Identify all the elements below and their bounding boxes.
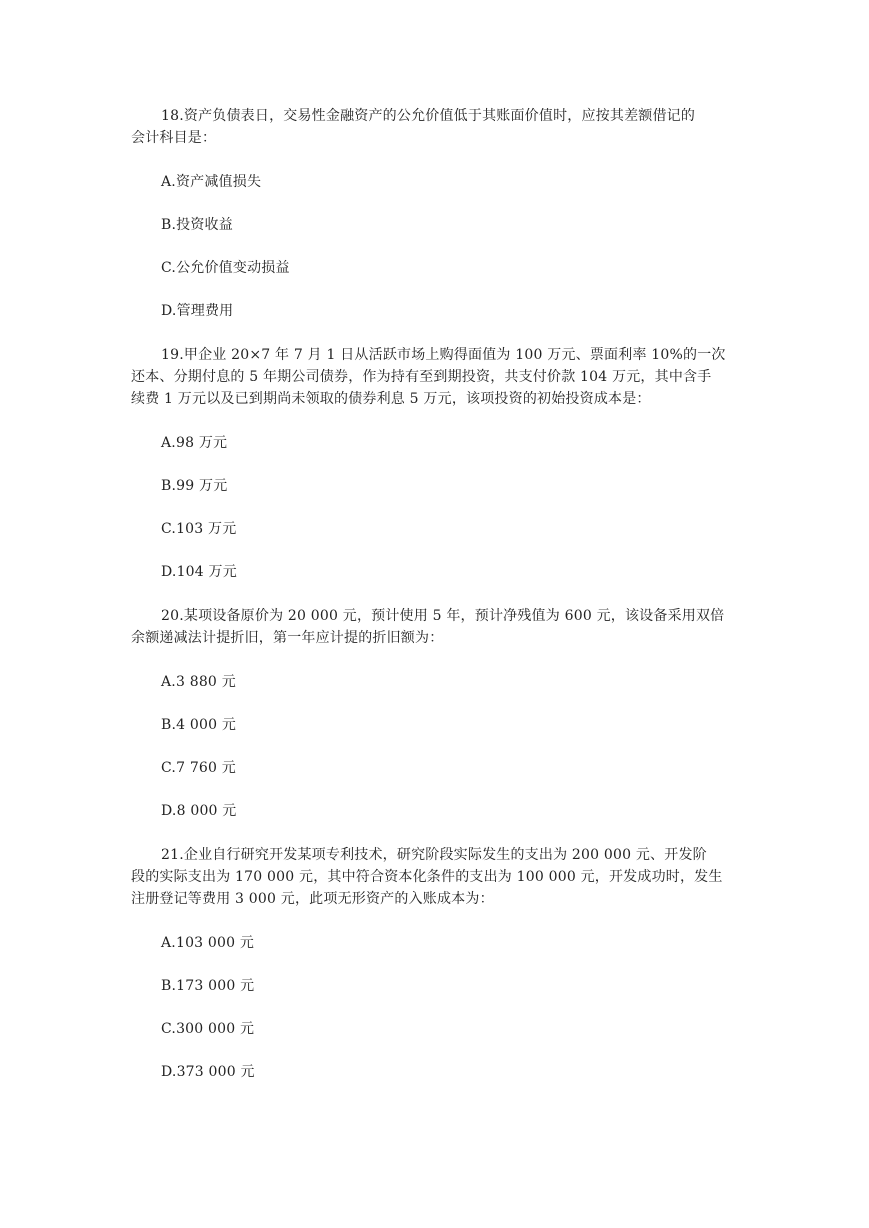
question-18-option-d: D.管理费用 — [161, 303, 234, 319]
question-21-option-c: C.300 000 元 — [161, 1021, 255, 1037]
question-19-text-line-1: 19.甲企业 20×7 年 7 月 1 日从活跃市场上购得面值为 100 万元、票面利率 10%的一次 — [161, 347, 726, 363]
question-18-option-a: A.资产减值损失 — [161, 174, 262, 190]
question-19-option-b: B.99 万元 — [161, 478, 228, 494]
question-18-text-line-1: 18.资产负债表日，交易性金融资产的公允价值低于其账面价值时，应按其差额借记的 — [161, 108, 696, 124]
question-20-text-line-2: 余额递减法计提折旧，第一年应计提的折旧额为： — [131, 630, 444, 646]
question-18-option-c: C.公允价值变动损益 — [161, 260, 290, 276]
question-19-text-line-3: 续费 1 万元以及已到期尚未领取的债券利息 5 万元，该项投资的初始投资成本是： — [131, 391, 651, 407]
question-18-option-b: B.投资收益 — [161, 217, 233, 233]
question-21-option-b: B.173 000 元 — [161, 978, 255, 994]
question-20-option-d: D.8 000 元 — [161, 803, 237, 819]
question-18-text-line-2: 会计科目是： — [131, 130, 217, 146]
question-21-text-line-1: 21.企业自行研究开发某项专利技术，研究阶段实际发生的支出为 200 000 元、开发阶 — [161, 847, 707, 863]
question-20-text-line-1: 20.某项设备原价为 20 000 元，预计使用 5 年，预计净残值为 600 元，该设备采用双倍 — [161, 608, 725, 624]
question-21-text-line-3: 注册登记等费用 3 000 元，此项无形资产的入账成本为： — [131, 891, 494, 907]
question-19-option-d: D.104 万元 — [161, 564, 237, 580]
question-19-text-line-2: 还本、分期付息的 5 年期公司债券，作为持有至到期投资，共支付价款 104 万元，其中含手 — [131, 369, 712, 385]
question-21-option-a: A.103 000 元 — [161, 935, 255, 951]
question-21-option-d: D.373 000 元 — [161, 1064, 255, 1080]
question-20-option-b: B.4 000 元 — [161, 717, 237, 733]
question-19-option-c: C.103 万元 — [161, 521, 237, 537]
question-20-option-c: C.7 760 元 — [161, 760, 236, 776]
question-19-option-a: A.98 万元 — [161, 435, 228, 451]
question-21-text-line-2: 段的实际支出为 170 000 元，其中符合资本化条件的支出为 100 000 元，开发成功时，发生 — [131, 869, 723, 885]
question-20-option-a: A.3 880 元 — [161, 674, 236, 690]
